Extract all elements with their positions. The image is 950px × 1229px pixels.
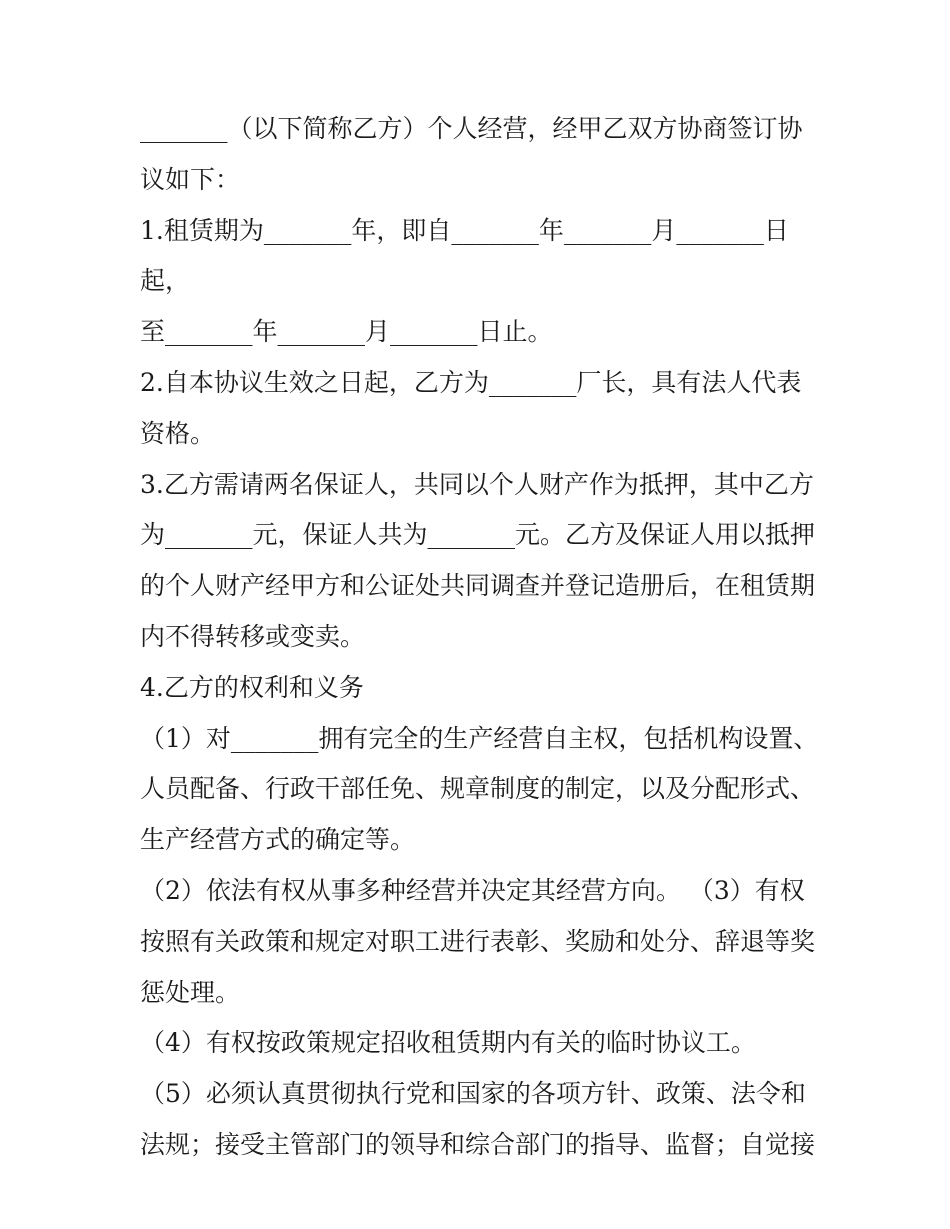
line: 议如下： xyxy=(140,164,241,194)
line: 2.自本协议生效之日起，乙方为_______厂长，具有法人代表 xyxy=(140,367,802,397)
line: 3.乙方需请两名保证人，共同以个人财产作为抵押，其中乙方 xyxy=(140,469,814,499)
paragraph-clause-1 xyxy=(140,206,820,358)
paragraph-item-5 xyxy=(140,1069,820,1171)
line: 资格。 xyxy=(140,418,216,448)
line: 生产经营方式的确定等。 xyxy=(140,825,416,855)
paragraph-item-2-3 xyxy=(140,866,820,1018)
line: 惩处理。 xyxy=(140,977,241,1007)
paragraph-clause-3 xyxy=(140,460,820,663)
line: 内不得转移或变卖。 xyxy=(140,621,366,651)
line: （2）依法有权从事多种经营并决定其经营方向。 （3）有权 xyxy=(140,875,805,905)
paragraph-clause-2 xyxy=(140,358,820,460)
line: 按照有关政策和规定对职工进行表彰、奖励和处分、辞退等奖 xyxy=(140,926,816,956)
line: （4）有权按政策规定招收租赁期内有关的临时协议工。 xyxy=(140,1028,756,1058)
line: 为_______元，保证人共为_______元。乙方及保证人用以抵押 xyxy=(140,520,816,550)
paragraph-item-4 xyxy=(140,1018,820,1069)
line: 4.乙方的权利和义务 xyxy=(140,672,364,702)
document-body xyxy=(140,104,820,1171)
paragraph-item-1 xyxy=(140,714,820,866)
line: （1）对_______拥有完全的生产经营自主权，包括机构设置、 xyxy=(140,723,819,753)
line: 人员配备、行政干部任免、规章制度的制定，以及分配形式、 xyxy=(140,774,816,804)
line: （5）必须认真贯彻执行党和国家的各项方针、政策、法令和 xyxy=(140,1079,806,1109)
line: 的个人财产经甲方和公证处共同调查并登记造册后，在租赁期 xyxy=(140,571,816,601)
line: _______（以下简称乙方）个人经营，经甲乙双方协商签订协 xyxy=(140,114,803,143)
paragraph-intro xyxy=(140,104,820,206)
paragraph-clause-4-heading xyxy=(140,663,820,714)
line: 至_______年_______月_______日止。 xyxy=(140,317,553,347)
line: 1.租赁期为_______年，即自_______年_______月_______日起， xyxy=(140,215,789,296)
line: 法规；接受主管部门的领导和综合部门的指导、监督；自觉接 xyxy=(140,1129,816,1159)
